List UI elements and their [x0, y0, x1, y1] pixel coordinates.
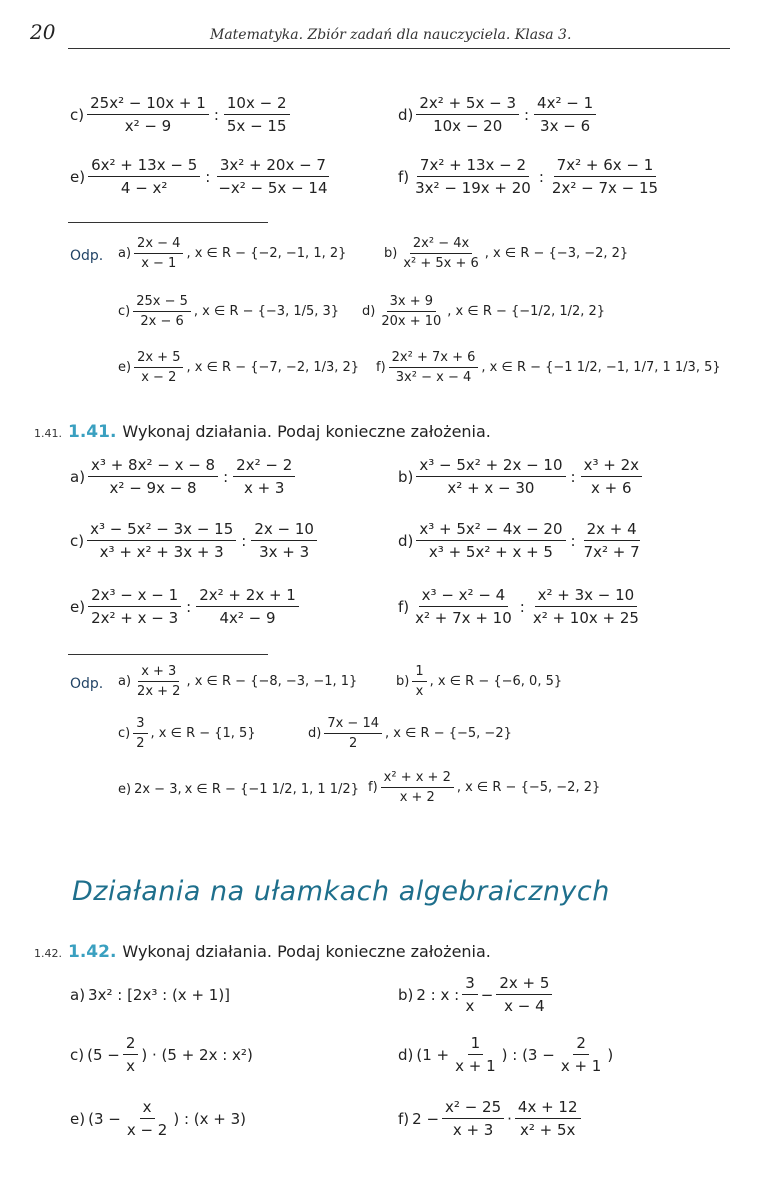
item-label: f) — [398, 167, 410, 186]
answer-140-c: c) $\frac{25x - 5}{2x - 6}$ , x ∈ R − {−3, 1/5, 3} — [118, 294, 340, 329]
exercise-140-e: e) $\frac{\text{6x² + 13x − 5}}{\text{4 − x²}}$ : $\frac{\text{3x² + 20x − 7}}{\text{−x² − 5x − 14}}$ — [70, 156, 331, 197]
answer-141-f: f) $\frac{\text{x² + x + 2}}{x + 2}$ , x ∈ R − {−5, −2, 2} — [368, 770, 601, 805]
exercise-140-d: d) $\frac{\text{2x² + 5x − 3}}{10x - 20}$ : $\frac{\text{4x² − 1}}{3x - 6}$ — [398, 94, 596, 135]
answer-141-e: e) 2x − 3, x ∈ R − {−1 1/2, 1, 1 1/2} — [118, 782, 359, 797]
answers-label: Odp. — [70, 248, 104, 264]
item-label: a) — [118, 246, 132, 261]
fraction: $\frac{\text{7x² + 6x − 1}}{\text{2x² − 7x − 15}}$ — [551, 156, 659, 197]
item-label: e) — [118, 360, 132, 375]
running-header: Matematyka. Zbiór zadań dla nauczyciela. Klasa 3. — [210, 27, 572, 43]
exercise-141-e: e) $\frac{\text{2x³ − x − 1}}{\text{2x² + x − 3}}$ : $\frac{\text{2x² + 2x + 1}}{\text{4x² − 9}}$ — [70, 586, 299, 627]
page-number: 20 — [30, 20, 56, 44]
item-label: f) — [376, 360, 386, 375]
answers-separator — [68, 654, 268, 655]
item-label: b) — [396, 674, 410, 689]
item-label: e) — [70, 597, 86, 616]
problem-number: 1.42. — [68, 942, 117, 962]
fraction: $\frac{\text{25x² − 10x + 1}}{\text{x² − 9}}$ — [87, 94, 209, 135]
exercise-141-b: b) $\frac{\text{x³ − 5x² + 2x − 10}}{\text{x² + x − 30}}$ : $\frac{\text{x³ + 2x}}{x + 6}$ — [398, 456, 642, 497]
problem-number: 1.41. — [68, 422, 117, 442]
fraction: $\frac{\text{6x² + 13x − 5}}{\text{4 − x²}}$ — [88, 156, 200, 197]
exercise-140-c: c) $\frac{\text{25x² − 10x + 1}}{\text{x² − 9}}$ : $\frac{10x - 2}{5x - 15}$ — [70, 94, 290, 135]
item-label: e) — [118, 782, 132, 797]
problem-142-heading — [34, 942, 491, 962]
item-label: e) — [70, 1109, 86, 1128]
problem-instruction: Wykonaj działania. Podaj konieczne założenia. — [122, 942, 491, 961]
problem-instruction: Wykonaj działania. Podaj konieczne założenia. — [122, 422, 491, 441]
answer-141-c: c) $\frac{3}{2}$ , x ∈ R − {1, 5} — [118, 716, 256, 751]
fraction: $\frac{\text{3x² + 20x − 7}}{\text{−x² − 5x − 14}}$ — [218, 156, 328, 197]
answer-140-a: a) $\frac{2x - 4}{x - 1}$ , x ∈ R − {−2, −1, 1, 2} — [118, 236, 347, 271]
answer-141-b: b) $\frac{1}{x}$ , x ∈ R − {−6, 0, 5} — [396, 664, 563, 699]
item-label: d) — [398, 105, 414, 124]
fraction: $\frac{10x - 2}{5x - 15}$ — [224, 94, 290, 135]
section-title: Działania na ułamkach algebraicznych — [72, 876, 610, 907]
exercise-142-f: f) 2 − $\frac{\text{x² − 25}}{x + 3}$ · $\frac{4x + 12}{\text{x² + 5x}}$ — [398, 1098, 581, 1139]
item-label: a) — [118, 674, 132, 689]
item-label: b) — [398, 467, 414, 486]
problem-number-small: 1.41. — [34, 427, 62, 440]
item-label: d) — [362, 304, 376, 319]
item-label: a) — [70, 467, 86, 486]
item-label: a) — [70, 986, 86, 1004]
answer-141-a: a) $\frac{x + 3}{2x + 2}$ , x ∈ R − {−8, −3, −1, 1} — [118, 664, 358, 699]
item-label: f) — [398, 597, 410, 616]
item-label: d) — [308, 726, 322, 741]
exercise-141-c: c) $\frac{\text{x³ − 5x² − 3x − 15}}{\text{x³ + x² + 3x + 3}}$ : $\frac{2x - 10}{3x + 3}$ — [70, 520, 317, 561]
item-label: d) — [398, 531, 414, 550]
exercise-142-c: c) (5 − $\frac{2}{x}$ ) · (5 + 2x : x²) — [70, 1034, 253, 1075]
answer-140-f: f) $\frac{\text{2x² + 7x + 6}}{\text{3x² − x − 4}}$ , x ∈ R − {−1 1/2, −1, 1/7, 1 1/3, 5} — [376, 350, 721, 385]
item-label: c) — [118, 304, 131, 319]
fraction: $\frac{\text{4x² − 1}}{3x - 6}$ — [534, 94, 596, 135]
problem-141-heading — [34, 422, 491, 442]
exercise-142-e: e) (3 − $\frac{x}{x - 2}$ ) : (x + 3) — [70, 1098, 247, 1139]
item-label: b) — [384, 246, 398, 261]
exercise-141-d: d) $\frac{\text{x³ + 5x² − 4x − 20}}{\text{x³ + 5x² + x + 5}}$ : $\frac{2x + 4}{\text{7x² + 7}}$ — [398, 520, 640, 561]
fraction: $\frac{\text{2x² + 5x − 3}}{10x - 20}$ — [416, 94, 519, 135]
answer-140-e: e) $\frac{2x + 5}{x - 2}$ , x ∈ R − {−7, −2, 1/3, 2} — [118, 350, 360, 385]
item-label: e) — [70, 167, 86, 186]
item-label: f) — [368, 780, 378, 795]
item-label: c) — [118, 726, 131, 741]
header-rule — [68, 48, 730, 49]
fraction: $\frac{\text{7x² + 13x − 2}}{\text{3x² − 19x + 20}}$ — [415, 156, 531, 197]
exercise-142-a: a) 3x² : [2x³ : (x + 1)] — [70, 986, 231, 1004]
item-label: f) — [398, 1109, 410, 1128]
answer-140-b: b) $\frac{\text{2x² − 4x}}{\text{x² + 5x + 6}}$ , x ∈ R − {−3, −2, 2} — [384, 236, 629, 271]
item-label: c) — [70, 531, 85, 550]
answers-separator — [68, 222, 268, 223]
exercise-142-d: d) (1 + $\frac{1}{x + 1}$ ) : (3 − $\frac{2}{x + 1}$ ) — [398, 1034, 614, 1075]
exercise-142-b: b) 2 : x : $\frac{3}{x}$ − $\frac{2x + 5}{x - 4}$ — [398, 974, 552, 1015]
item-label: c) — [70, 1045, 85, 1064]
item-label: c) — [70, 105, 85, 124]
answer-140-d: d) $\frac{3x + 9}{20x + 10}$ , x ∈ R − {−1/2, 1/2, 2} — [362, 294, 606, 329]
exercise-141-a: a) $\frac{\text{x³ + 8x² − x − 8}}{\text{x² − 9x − 8}}$ : $\frac{\text{2x² − 2}}{x + 3}$ — [70, 456, 295, 497]
exercise-140-f: f) $\frac{\text{7x² + 13x − 2}}{\text{3x² − 19x + 20}}$ : $\frac{\text{7x² + 6x − 1}}{\text{2x² − 7x − 15}}$ — [398, 156, 661, 197]
item-label: d) — [398, 1045, 414, 1064]
item-label: b) — [398, 985, 414, 1004]
problem-number-small: 1.42. — [34, 947, 62, 960]
answer-141-d: d) $\frac{7x - 14}{2}$ , x ∈ R − {−5, −2} — [308, 716, 512, 751]
answers-label: Odp. — [70, 676, 104, 692]
exercise-141-f: f) $\frac{\text{x³ − x² − 4}}{\text{x² + 7x + 10}}$ : $\frac{\text{x² + 3x − 10}}{\text{x² + 10x + 25}}$ — [398, 586, 639, 627]
